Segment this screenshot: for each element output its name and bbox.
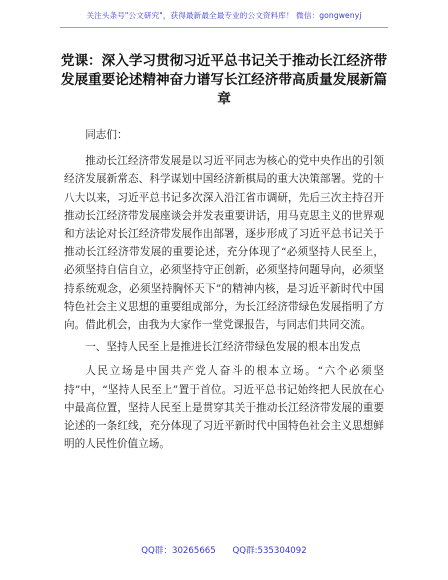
header-promo-note: 关注头条号"公文研究"，获得最新最全最专业的公文资料库！ 微信：gongwenyj (86, 11, 362, 20)
document-title: 党课：深入学习贯彻习近平总书记关于推动长江经济带发展重要论述精神奋力谱写长江经济带高质量发展新篇章 (60, 53, 388, 107)
body-paragraph-2: 人民立场是中国共产党人奋斗的根本立场。“六个必须坚持”中，“坚持人民至上”置于首位。习近平总书记始终把人民放在心中最高位置，坚持人民至上是贯穿其关于推动长江经济带发展的重要论述的一条红线，充分体现了习近平新时代中国特色社会主义思想鲜明的人民性价值立场。 (64, 365, 384, 451)
salutation: 同志们： (85, 129, 128, 141)
header-divider (60, 27, 388, 28)
footer-contact (0, 544, 448, 556)
section-heading-1: 一、坚持人民至上是推进长江经济带绿色发展的根本出发点 (85, 341, 361, 354)
footer-qq-group-2: QQ群:535304092 (232, 546, 307, 556)
footer-qq-group-1: QQ群：30265665 (141, 546, 216, 556)
body-paragraph-1: 推动长江经济带发展是以习近平同志为核心的党中央作出的引领经济发展新常态、科学谋划中国经济新棋局的重大决策部署。党的十八大以来，习近平总书记多次深入沿江省市调研，先后三次主持召开推动长江经济带发展座谈会并发表重要讲话，用马克思主义的世界观和方法论对长江经济带发展作出部署，逐步形成了习近平总书记关于推动长江经济带发展的重要论述，充分体现了“必须坚持人民至上，必须坚持自信自立，必须坚持守正创新，必须坚持问题导向，必须坚持系统观念，必须坚持胸怀天下”的精神内核，是习近平新时代中国特色社会主义思想的重要组成部分，为长江经济带绿色发展指明了方向。借此机会，由我为大家作一堂党课报告，与同志们共同交流。 (64, 155, 384, 332)
document-body (64, 126, 384, 457)
